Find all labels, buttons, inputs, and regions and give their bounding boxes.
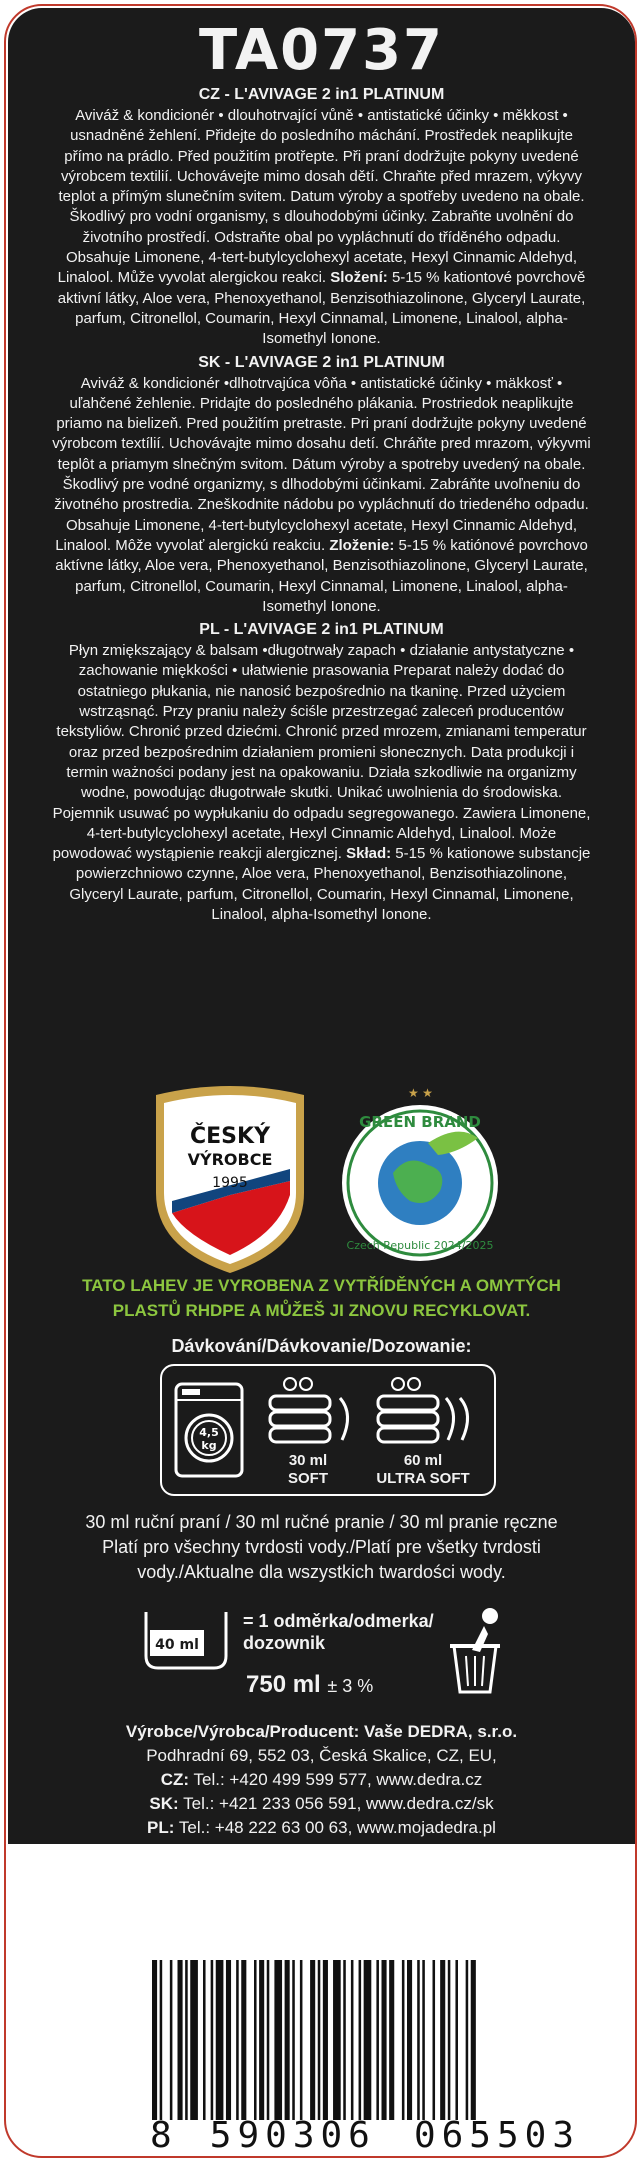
section-text-cz: Aviváž & kondicionér • dlouhotrvající vůně • antistatické účinky • měkkost • usnadněné žehlení. Přidejte do posledního máchání. Prostředek neaplikujte přímo na prádlo. Před použitím protřepte. Při praní dodržujte pokyny uvedené výrobcem textilií. Uchovávejte mimo dosah dětí. Chraňte před mrazem, výkyvy teplot a přímým slunečním svitem. Datum výroby a spotřeby uvedeno na obale. Škodlivý pro vodní organismy, s dlouhodobými účinky. Zabraňte uvolnění do životního prostředí. Odstraňte obal po vypláchnutí do tříděného odpadu. Obsahuje Limonene, 4-tert-butylcyclohexyl acetate, Hexyl Cinnamic Aldehyd, Linalool. Může vyvolat alergickou reakci. Složení: 5-15 % kationtové povrchově aktivní látky, Aloe vera, Phenoxyethanol, Benzisothiazolinone, Glyceryl Laurate, parfum, Citronellol, Coumarin, Hexyl Cinnamal, Limonene, Linalool, alpha-Isomethyl Ionone. — [57, 107, 586, 348]
dosing-box — [160, 1364, 496, 1496]
section-text-pl: Płyn zmiększający & balsam •długotrwały zapach • działanie antystatyczne • zachowanie miękkości • ułatwienie prasowania Preparat należy dodać do ostatniego płukania, nie nanosić bezpośrednio na tkaninę. Przed użyciem wstrząsnąć. Przy praniu należy ściśle przestrzegać zaleceń producentów tekstyliów. Chronić przed dziećmi. Chronić przed mrozem, zmianami temperatur oraz przed bezpośrednim działaniem promieni słonecznych. Data produkcji i termin ważności podany jest na opakowaniu. Działa szkodliwie na organizmy wodne, powodując długotrwałe skutki. Unikać uwolnienia do środowiska. Pojemnik usuwać po wypłukaniu do odpadu segregowanego. Zawiera Limonene, 4-tert-butylcyclohexyl acetate, Hexyl Cinnamic Aldehyd, Linalool. Może powodować wystąpienie reakcji alergicznej. Skład: 5-15 % kationowe substancje powierzchniowo czynne, Aloe vera, Phenoxyethanol, Benzisothiazolinone, Glyceryl Laurate, parfum, Citronellol, Coumarin, Hexyl Cinnamal, Limonene, Linalool, alpha-Isomethyl Ionone. — [52, 642, 591, 923]
section-cz — [8, 86, 635, 350]
barcode-bar — [178, 1960, 183, 2120]
section-text-sk: Aviváž & kondicionér •dlhotrvajúca vôňa • antistatické účinky • mäkkosť • uľahčené žehlenie. Pridajte do posledného plákania. Prostriedok neaplikujte priamo na bielizeň. Pred použitím pretraste. Pri praní dodržujte pokyny uvedené výrobcom textílií. Uchovávajte mimo dosahu detí. Chráňte pred mrazom, výkyvmi teplôt a priamym slnečným svitom. Dátum výroby a spotreby uvedený na obale. Škodlivý pre vodné organizmy, s dlhodobými účinkami. Zabráňte uvoľneniu do životného prostredia. Zneškodnite nádobu po vypláchnutí do triedeného odpadu. Obsahuje Limonene, 4-tert-butylcyclohexyl acetate, Hexyl Cinnamic Aldehyd, Linalool. Môže vyvolať alergickú reakciu. Zloženie: 5-15 % katiónové povrchovo aktívne látky, Aloe vera, Phenoxyethanol, Benzisothiazolinone, Glyceryl Laurate, parfum, Citronellol, Coumarin, Hexyl Cinnamal, Limonene, Linalool, alpha-Isomethyl Ionone. — [52, 374, 591, 615]
barcode-bar — [455, 1960, 458, 2120]
recycle-note: TATO LAHEV JE VYROBENA Z VYTŘÍDĚNÝCH A OMYTÝCH PLASTŮ RHDPE A MŮŽEŠ JI ZNOVU RECYKLOVAT. — [82, 1276, 561, 1320]
barcode-bar — [160, 1960, 163, 2120]
barcode-bar — [382, 1960, 387, 2120]
barcode-bar — [407, 1960, 412, 2120]
trash-bin-icon — [438, 1606, 518, 1702]
svg-text:4,5: 4,5 — [199, 1426, 219, 1439]
barcode-bar — [267, 1960, 270, 2120]
svg-text:kg: kg — [201, 1439, 217, 1452]
barcode-bar — [274, 1960, 282, 2120]
towels-ultra-soft-icon — [370, 1374, 480, 1444]
barcode-bar — [343, 1960, 346, 2120]
barcode-bar — [351, 1960, 354, 2120]
barcode-bar — [292, 1960, 295, 2120]
czech-producer-badge — [156, 1086, 304, 1273]
barcode-bar — [254, 1960, 257, 2120]
svg-text:GREEN BRAND: GREEN BRAND — [359, 1113, 481, 1131]
barcode-bar — [226, 1960, 231, 2120]
barcode-bar — [364, 1960, 372, 2120]
svg-text:1995: 1995 — [212, 1175, 248, 1191]
section-heading-pl: PL - L'AVIVAGE 2 in1 PLATINUM — [199, 621, 444, 639]
section-sk — [8, 354, 635, 618]
barcode-bar — [241, 1960, 246, 2120]
svg-text:Czech Republic 2024/2025: Czech Republic 2024/2025 — [346, 1239, 494, 1252]
barcode-bar — [310, 1960, 315, 2120]
barcode-bar — [190, 1960, 198, 2120]
barcode-bar — [259, 1960, 264, 2120]
barcode-number: 8 590306 065503 — [150, 2115, 580, 2156]
barcode-bar — [152, 1960, 157, 2120]
svg-text:ČESKÝ: ČESKÝ — [190, 1124, 270, 1149]
barcode-bar — [471, 1960, 476, 2120]
barcode-bar — [323, 1960, 328, 2120]
barcode-bar — [417, 1960, 420, 2120]
barcode-bar — [285, 1960, 290, 2120]
barcode-bar — [466, 1960, 469, 2120]
product-code: TA0737 — [198, 18, 445, 83]
barcode-bar — [185, 1960, 188, 2120]
barcode-bar — [448, 1960, 451, 2120]
barcode-bar — [389, 1960, 394, 2120]
cup-info: = 1 odměrka/odmerka/ dozownik — [243, 1611, 434, 1653]
dosing-heading: Dávkování/Dávkovanie/Dozowanie: — [171, 1336, 472, 1356]
measuring-cup-icon — [136, 1604, 236, 1674]
section-pl — [8, 621, 635, 925]
producer-info: Výrobce/Výrobca/Producent: Vaše DEDRA, s.r.o. Podhradní 69, 552 03, Česká Skalice, CZ, EU, CZ: Tel.: +420 499 599 577, www.dedra.cz SK: Tel.: +421 233 056 591, www.dedra.cz/sk PL: Tel.: +48 222 63 00 63, www.mojadedra.pl — [125, 1722, 518, 1837]
svg-text:VÝROBCE: VÝROBCE — [187, 1150, 273, 1169]
barcode-bar — [318, 1960, 321, 2120]
towels-soft-icon — [262, 1374, 362, 1444]
barcode-bar — [433, 1960, 436, 2120]
certification-logos — [8, 1083, 635, 1283]
barcode-bar — [402, 1960, 405, 2120]
dose-soft: 30 ml SOFT — [288, 1452, 328, 1487]
svg-text:★ ★: ★ ★ — [408, 1086, 433, 1100]
barcode-bar — [333, 1960, 341, 2120]
barcode-bar — [359, 1960, 362, 2120]
barcode — [152, 1960, 558, 2120]
barcode-bar — [440, 1960, 445, 2120]
dose-ultra-soft: 60 ml ULTRA SOFT — [376, 1452, 470, 1487]
section-heading-sk: SK - L'AVIVAGE 2 in1 PLATINUM — [198, 353, 445, 371]
barcode-bar — [376, 1960, 379, 2120]
barcode-bar — [236, 1960, 239, 2120]
section-heading-cz: CZ - L'AVIVAGE 2 in1 PLATINUM — [198, 86, 445, 103]
green-brand-badge — [342, 1086, 498, 1261]
barcode-bar — [422, 1960, 425, 2120]
barcode-bar — [216, 1960, 224, 2120]
hand-wash-info: 30 ml ruční praní / 30 ml ručné pranie / 30 ml pranie ręczne Platí pro všechny tvrdosti vody./Platí pre všetky tvrdosti vody./Aktualne dla wszystkich twardości wody. — [85, 1512, 558, 1582]
barcode-bar — [211, 1960, 214, 2120]
barcode-bar — [170, 1960, 173, 2120]
volume: 750 ml ± 3 % — [246, 1671, 374, 1698]
svg-text:40 ml: 40 ml — [155, 1637, 199, 1653]
barcode-bar — [203, 1960, 206, 2120]
barcode-bar — [300, 1960, 303, 2120]
label-panel — [8, 8, 635, 1844]
washing-machine-icon — [172, 1380, 252, 1480]
